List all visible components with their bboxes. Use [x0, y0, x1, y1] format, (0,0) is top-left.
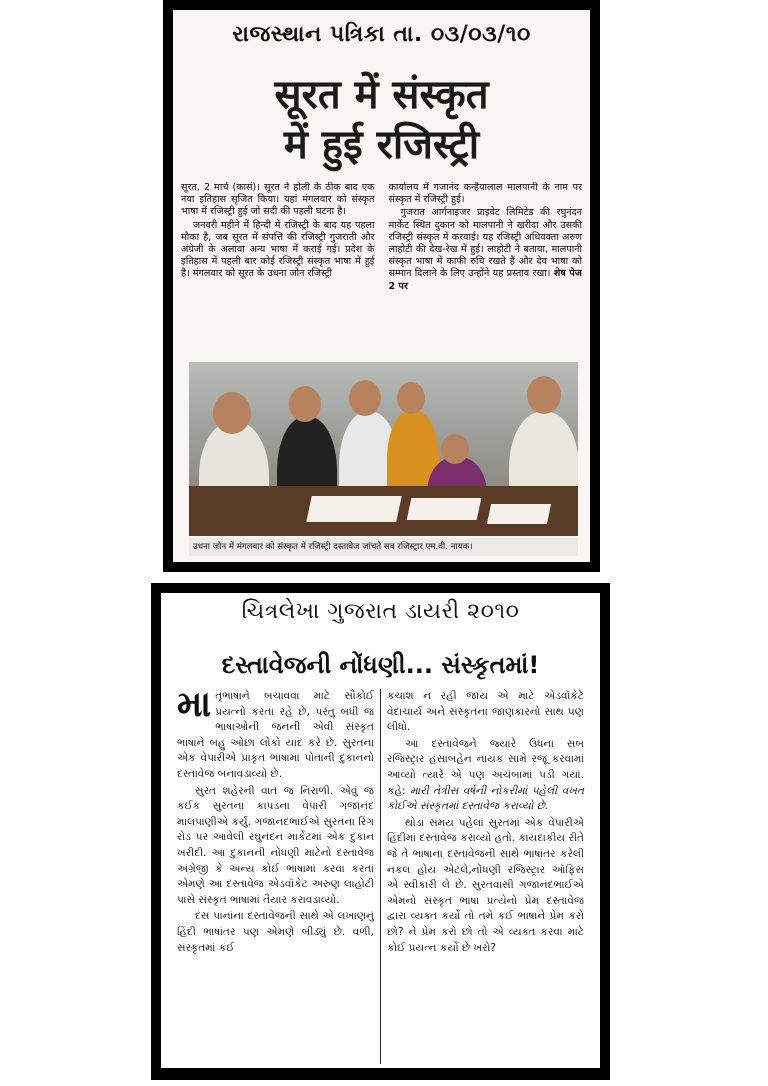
- magazine-clipping-chitralekha: [151, 583, 610, 1080]
- article-column-1: [181, 182, 375, 362]
- paragraph: [387, 737, 584, 815]
- clipping-paper: [173, 10, 590, 562]
- article-column-2: [389, 182, 583, 362]
- paragraph-text: તૃભાષાને બચાવવા માટે સૌકોઈ પ્રયત્નો કરતા રહે છે, પરંતુ બધી જ ભાષાઓની જનની એવી સંસ્કૃત ભાષાને બહુ ઓછા લોકો યાદ કરે છે. સુરતના એક વેપારીએ પ્રાકૃત ભાષામાં પોતાની દુકાનનો દસ્તાવેજ બનાવડાવ્યો છે.: [177, 690, 374, 780]
- person-head: [527, 376, 561, 414]
- person-head: [349, 380, 381, 416]
- drop-cap: મા: [177, 689, 212, 725]
- paragraph: [389, 207, 583, 292]
- source-line: રાજસ્થાન પત્રિકા તા. ૦૩/૦૩/૧૦: [232, 22, 531, 47]
- newspaper-clipping-rajasthan-patrika: [163, 0, 600, 572]
- paragraph: દસ પાનાંના દસ્તાવેજની સાથે એ લખાણનું હિંદી ભાષાંતર પણ એમણે બીડ્યું છે. વળી, સંસ્કૃતમાં કંઈ: [177, 910, 374, 954]
- article-columns: [181, 182, 582, 362]
- article-columns: [171, 689, 590, 1064]
- headline-line-2: में हुई रजिस्ट्री: [283, 121, 480, 168]
- paragraph: [177, 689, 374, 783]
- photo-caption: उधना जोन में मंगलवार को संस्कृत में रजिस्ट्री दस्तावेज जांचते सब रजिस्ट्रार एम.वी. नायक।: [189, 538, 578, 556]
- person-head: [397, 382, 425, 414]
- continued-label: शेष पेज 2 पर: [388, 268, 582, 292]
- paragraph-text: गुजरात आर्गनाइजर प्राइवेट लिमिटेड की रघुनंदन मार्केट स्थित दुकान को मालपानी ने खरीदा और उसकी रजिस्ट्री संस्कृत में करवाई। यह रजिस्ट्री अधिवक्ता अरुण लाहोटी की देख-रेख में हुई। लाहोटी ने बताया, मालपानी संस्कृत भाषा में काफी रुचि रखते हैं और देव भाषा को सम्मान दिलाने के लिए उन्होंने यह प्रस्ताव रखा।: [388, 207, 582, 280]
- person-head: [289, 386, 321, 422]
- clipping-paper: [161, 593, 600, 1068]
- quote-text: મારી તેત્રીસ વર્ષની નોકરીમાં પહેલી વખત કોઈએ સંસ્કૃતમાં દસ્તાવેજ કરાવ્યો છે.: [387, 784, 585, 813]
- article-column-1: [171, 689, 381, 1064]
- headline: [173, 70, 590, 170]
- person-head: [213, 392, 251, 434]
- article-column-2: [381, 689, 590, 1064]
- headline: દસ્તાવેજની નોંધણી... સંસ્કૃતમાં!: [221, 651, 540, 679]
- document-on-desk: [487, 504, 551, 524]
- document-on-desk: [306, 496, 402, 522]
- headline-line-1: सूरत में संस्कृत: [274, 71, 489, 118]
- paragraph: સુરત શહેરની વાત જ નિરાળી. એવું જ કંઈક સુરતના કાપડના વેપારી ગજાનંદ માલપાણીએ કર્યું. ગજાનંદભાઈએ સુરતના રિંગ રોડ પર આવેલી રઘુનંદન માર્કેટમાં એક દુકાન ખરીદી. આ દુકાનની નોંધણી માટેનો દસ્તાવેજ અંગ્રેજી કે અન્ય કોઈ ભાષામાં કરવા કરતાં એમણે આ દસ્તાવેજ એડવૉકેટ અરુણ લાહોટી પાસે સંસ્કૃત ભાષામાં તૈયાર કરાવડાવ્યો.: [177, 784, 374, 906]
- paragraph: सूरत, 2 मार्च (कासं)। सूरत ने होली के ठीक बाद एक नया इतिहास सृजित किया। यहां मंगलवार को संस्कृत भाषा में रजिस्ट्री हुई जो सदी की पहली घटना है।: [181, 182, 375, 218]
- person-head: [441, 434, 469, 464]
- paragraph-text: આ દસ્તાવેજને જ્યારે ઉધના સબ રજિસ્ટ્રાર હંસાબહેન નાયક સામે રજૂ કરવામાં આવ્યો ત્યારે એ પણ અચંબામાં પડી ગયાં. કહે:: [387, 737, 584, 797]
- paragraph: થોડા સમય પહેલાં સુરતમાં એક વેપારીએ હિંદીમાં દસ્તાવેજ કરાવ્યો હતો. કાયદાકીય રીતે જે તે ભાષાના દસ્તાવેજની સાથે ભાષાંતર કરેલી નકલ હોય એટલે,નોંધણી રજિસ્ટ્રાર ઑફિસ એ સ્વીકારી લે છે. સુરતવાસી ગજાનંદભાઈએ એમનો સંસ્કૃત ભાષા પ્રત્યેનો પ્રેમ દસ્તાવેજ દ્વારા વ્યક્ત કર્યો તો તમે કઈ ભાષાને પ્રેમ કરો છો? ને પ્રેમ કરો છો તો એ વ્યક્ત કરવા માટે કોઈ પ્રયત્ન કર્યો છે ખરો?: [387, 816, 584, 954]
- news-photo: [189, 362, 578, 536]
- paragraph: કચાશ ન રહી જાય એ માટે એડવૉકેટે વેદાચાર્ય અને સંસ્કૃતના જાણકારનો સાથ પણ લીધો.: [387, 690, 584, 734]
- paragraph: कार्यालय में गजानंद कन्हैयालाल मालपानी के नाम पर संस्कृत में रजिस्ट्री हुई।: [388, 182, 582, 206]
- document-on-desk: [407, 498, 482, 520]
- source-line: ચિત્રલેખા ગુજરાત ડાયરી ૨૦૧૦: [241, 599, 520, 624]
- paragraph: जनवरी महीने में हिन्दी में रजिस्ट्री के बाद यह पहला मौका है, जब सूरत में संपत्ति की रजिस्ट्री गुजराती और अंग्रेजी के अलावा अन्य भाषा में कराई गई। प्रदेश के इतिहास में पहली बार कोई रजिस्ट्री संस्कृत भाषा में हुई है। मंगलवार को सूरत के उधना जोन रजिस्ट्री: [181, 219, 375, 280]
